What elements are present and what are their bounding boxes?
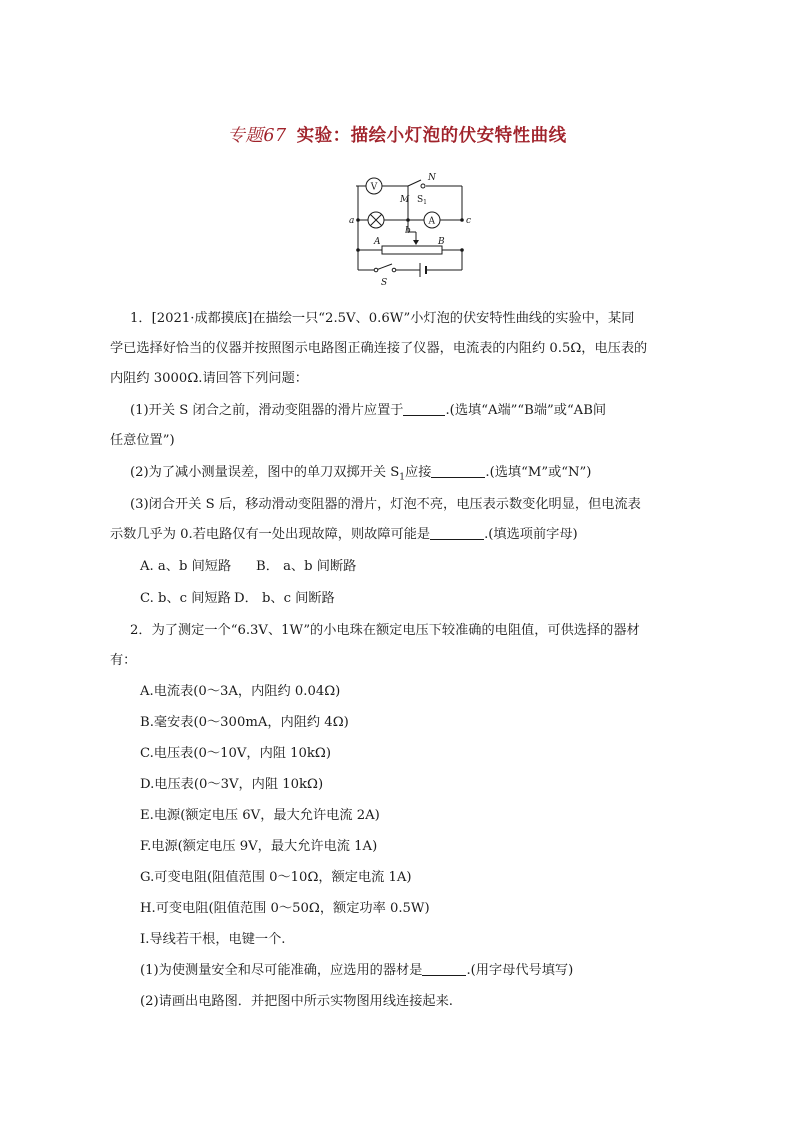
rheostat-slider-arrow	[413, 240, 419, 245]
q2-sub1-answer-blank[interactable]	[422, 961, 466, 976]
q1-sub3-text-b: .(填选项前字母)	[484, 527, 578, 542]
label-n: N	[428, 173, 436, 183]
q2-intro-line2: 有：	[110, 653, 137, 668]
q1-sub3-line2	[110, 523, 578, 542]
q2-item-b: B.毫安表(0～300mA，内阻约 4Ω)	[140, 715, 349, 730]
q1-intro-line3: 内阻约 3000Ω.请回答下列问题：	[110, 371, 308, 386]
q1-intro-line1: 1．[2021·成都摸底]在描绘一只“2.5V、0.6W”小灯泡的伏安特性曲线的实验中，某同	[130, 311, 635, 326]
topic-title: 实验：描绘小灯泡的伏安特性曲线	[296, 126, 567, 146]
label-v: V	[370, 182, 378, 193]
q2-item-a: A.电流表(0～3A，内阻约 0.04Ω)	[140, 684, 341, 699]
q1-sub2-subscript: 1	[399, 472, 406, 483]
label-end-a: A	[374, 237, 381, 247]
label-s1: $S_1$	[417, 195, 427, 206]
switch-s1-contact-n	[421, 184, 425, 188]
q2-sub2-line: (2)请画出电路图．并把图中所示实物图用线连接起来.	[140, 994, 453, 1009]
rheostat-symbol	[382, 246, 442, 254]
topic-number: 专题67	[227, 126, 287, 146]
q1-sub1-answer-blank[interactable]	[403, 401, 445, 416]
q2-item-i: I.导线若干根，电键一个.	[140, 932, 286, 947]
q1-sub2-line	[130, 461, 591, 483]
q1-option-d: D． b、c 间断路	[234, 591, 335, 606]
label-ammeter: A	[428, 216, 435, 227]
q1-sub1-line2: 任意位置”)	[110, 433, 175, 448]
node-c	[460, 218, 464, 222]
q1-sub2-text-a: (2)为了减小测量误差，图中的单刀双掷开关 S	[130, 465, 400, 480]
q1-sub2-answer-blank[interactable]	[431, 463, 485, 478]
q1-sub3-line1: (3)闭合开关 S 后，移动滑动变阻器的滑片，灯泡不亮，电压表示数变化明显，但电流表	[130, 497, 641, 512]
q2-sub1-text-b: .(用字母代号填写)	[466, 963, 574, 978]
q1-sub1-text-a: (1)开关 S 闭合之前，滑动变阻器的滑片应置于	[130, 403, 404, 418]
q1-sub3-answer-blank[interactable]	[430, 525, 484, 540]
q1-sub1-text-b: .(选填“A端”“B端”或“AB间	[445, 403, 607, 418]
q1-sub1-line1	[130, 399, 606, 418]
label-c: c	[466, 216, 472, 226]
q2-item-f: F.电源(额定电压 9V，最大允许电流 1A)	[140, 839, 378, 854]
label-m: M	[400, 195, 410, 205]
q1-intro-line2: 学已选择好恰当的仪器并按照图示电路图正确连接了仪器，电流表的内阻约 0.5Ω，电压表的	[110, 341, 648, 356]
q1-option-a: A. a、b 间短路	[140, 559, 232, 574]
q2-intro-line1: 2．为了测定一个“6.3V、1W”的小电珠在额定电压下较准确的电阻值，可供选择的器材	[130, 623, 640, 638]
circuit-diagram	[346, 172, 472, 292]
q2-item-g: G.可变电阻(阻值范围 0～10Ω，额定电流 1A)	[140, 870, 412, 885]
q2-item-d: D.电压表(0～3V，内阻 10kΩ)	[140, 777, 324, 792]
switch-s-pivot	[374, 268, 378, 272]
q1-sub2-text-c: .(选填“M”或“N”)	[485, 465, 592, 480]
node-b	[406, 218, 410, 222]
q2-item-e: E.电源(额定电压 6V，最大允许电流 2A)	[140, 808, 380, 823]
node-left-rheostat	[356, 248, 360, 252]
q2-item-h: H.可变电阻(阻值范围 0～50Ω，额定功率 0.5W)	[140, 901, 430, 916]
q2-item-c: C.电压表(0～10V，内阻 10kΩ)	[140, 746, 332, 761]
page-title	[0, 122, 794, 147]
node-right-rheostat	[460, 248, 464, 252]
label-end-b: B	[438, 237, 445, 247]
label-a: a	[349, 216, 355, 226]
node-a	[356, 218, 360, 222]
q1-option-c: C. b、c 间短路	[140, 591, 231, 606]
switch-s-contact	[392, 268, 396, 272]
label-s: S	[381, 278, 388, 288]
q2-sub1-line	[140, 959, 573, 978]
q1-sub2-text-b: 应接	[405, 465, 432, 480]
label-b: b	[405, 226, 411, 236]
q1-option-b: B． a、b 间断路	[256, 559, 357, 574]
q1-sub3-text-a: 示数几乎为 0.若电路仅有一处出现故障，则故障可能是	[110, 527, 431, 542]
q2-sub1-text-a: (1)为使测量安全和尽可能准确，应选用的器材是	[140, 963, 423, 978]
